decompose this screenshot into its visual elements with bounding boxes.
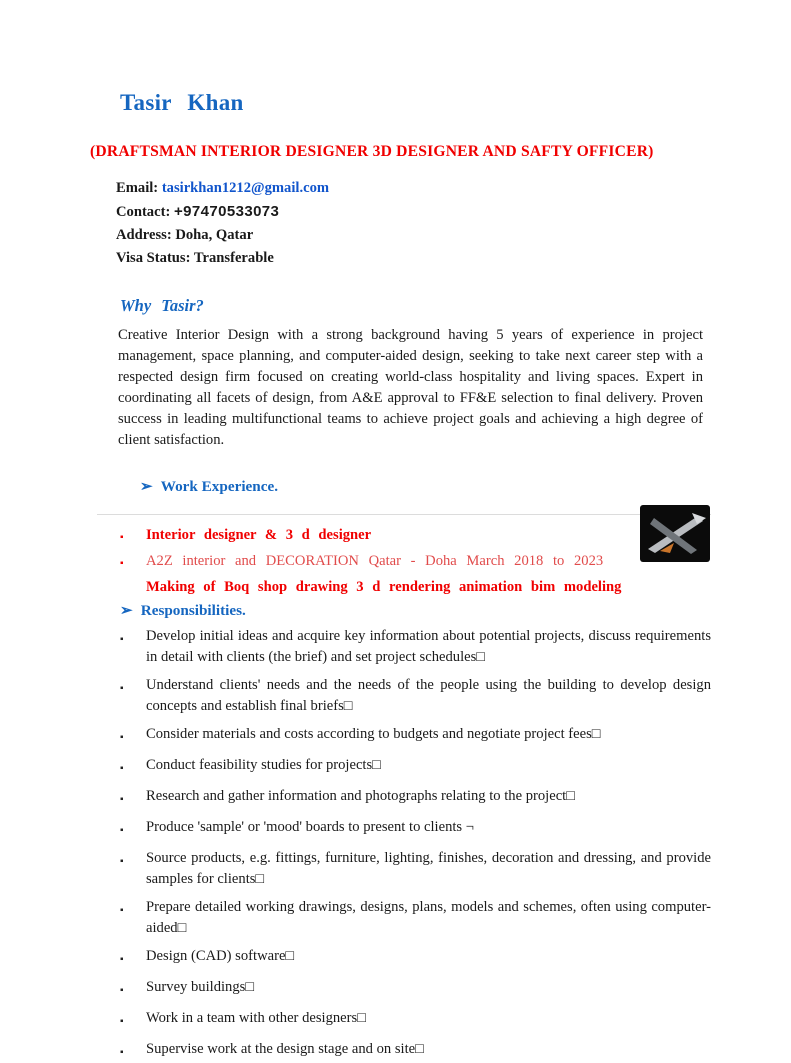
list-item	[120, 897, 711, 939]
list-item-text: Consider materials and costs according to budgets and negotiate project fees□	[146, 725, 601, 742]
section-divider	[97, 514, 711, 515]
list-item-text: Understand clients' needs and the needs of the people using the building to develop design concepts and establish final briefs□	[146, 676, 711, 714]
email-row	[116, 178, 791, 200]
responsibilities-heading	[120, 601, 791, 620]
square-bullet-icon: ▪	[120, 824, 124, 836]
list-item-text: Conduct feasibility studies for projects□	[146, 756, 381, 773]
square-bullet-icon: ▪	[120, 855, 124, 867]
address-label: Address:	[116, 226, 176, 243]
job-summary-row	[120, 577, 707, 597]
list-item-text: Work in a team with other designers□	[146, 1009, 367, 1026]
list-item	[120, 675, 711, 717]
list-item	[120, 1008, 711, 1032]
role-subtitle: (DRAFTSMAN INTERIOR DESIGNER 3D DESIGNER AND SAFTY OFFICER)	[90, 143, 654, 160]
company-logo	[640, 505, 710, 562]
list-item-text: Source products, e.g. fittings, furniture, lighting, finishes, decoration and dressing, and provide samples for clients□	[146, 849, 711, 887]
square-bullet-icon: ▪	[120, 531, 124, 543]
list-item	[120, 817, 711, 841]
email-label: Email:	[116, 180, 162, 197]
list-item	[120, 1039, 711, 1063]
visa-label: Visa Status:	[116, 249, 194, 266]
list-item	[120, 755, 711, 779]
company-line: A2Z interior and DECORATION Qatar - Doha March 2018 to 2023	[146, 552, 604, 569]
responsibilities-heading-label: Responsibilities.	[140, 601, 246, 619]
list-item-text: Produce 'sample' or 'mood' boards to present to clients ¬	[146, 818, 474, 835]
list-item-text: Design (CAD) software□	[146, 947, 295, 964]
list-item	[120, 626, 711, 668]
square-bullet-icon: ▪	[120, 557, 124, 569]
why-paragraph: Creative Interior Design with a strong background having 5 years of experience in project management, space planning, and computer-aided design, seeking to take next career step with a respected design firm focused on creating world-class hospitality and living spaces. Expert in coordinating all facets of design, from A&E approval to FF&E selection to final delivery. Proven success in leading multifunctional teams to achieve project goals and achieving a high degree of client satisfaction.	[118, 326, 703, 448]
work-experience-block	[120, 525, 707, 597]
square-bullet-icon: ▪	[120, 1015, 124, 1027]
responsibilities-list	[120, 626, 711, 1063]
contact-label: Contact:	[116, 204, 174, 221]
job-title: Interior designer & 3 d designer	[146, 526, 372, 543]
email-link[interactable]: tasirkhan1212@gmail.com	[161, 180, 330, 197]
phone-row	[116, 201, 791, 224]
list-item-text: Supervise work at the design stage and on site□	[146, 1040, 424, 1057]
list-item	[120, 848, 711, 890]
list-item	[120, 946, 711, 970]
arrow-bullet-icon: ➢	[140, 477, 153, 495]
work-experience-heading	[140, 477, 791, 496]
bullet-spacer	[120, 577, 146, 597]
square-bullet-icon: ▪	[120, 953, 124, 965]
phone-number: +97470533073	[173, 203, 280, 221]
list-item	[120, 724, 711, 748]
list-item-text: Develop initial ideas and acquire key information about potential projects, discuss requirements in detail with clients (the brief) and set project schedules□	[146, 627, 711, 665]
square-bullet-icon: ▪	[120, 731, 124, 743]
list-item-text: Survey buildings□	[146, 978, 255, 995]
square-bullet-icon: ▪	[120, 682, 124, 694]
square-bullet-icon: ▪	[120, 762, 124, 774]
list-item	[120, 977, 711, 1001]
job-title-row	[120, 525, 707, 548]
list-item-text: Prepare detailed working drawings, designs, plans, models and schemes, often using computer-aided□	[146, 898, 711, 936]
contact-block	[116, 178, 791, 270]
square-bullet-icon: ▪	[120, 1046, 124, 1058]
square-bullet-icon: ▪	[120, 793, 124, 805]
visa-row	[116, 248, 791, 270]
address-value: Doha, Qatar	[175, 226, 254, 243]
square-bullet-icon: ▪	[120, 633, 124, 645]
list-item-text: Research and gather information and photographs relating to the project□	[146, 787, 576, 804]
list-item	[120, 786, 711, 810]
why-heading: Why Tasir?	[120, 295, 204, 315]
job-summary: Making of Boq shop drawing 3 d rendering animation bim modeling	[146, 578, 622, 595]
visa-value: Transferable	[193, 249, 274, 266]
square-bullet-icon: ▪	[120, 984, 124, 996]
arrow-bullet-icon: ➢	[120, 601, 133, 619]
page-title: Tasir Khan	[120, 90, 244, 115]
company-row	[120, 551, 707, 574]
square-bullet-icon: ▪	[120, 904, 124, 916]
work-experience-heading-label: Work Experience.	[160, 477, 278, 495]
address-row	[116, 225, 791, 247]
